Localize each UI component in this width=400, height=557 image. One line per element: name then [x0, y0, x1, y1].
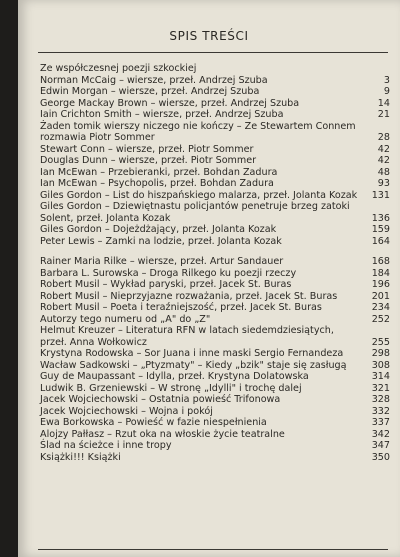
toc-entry — [40, 291, 390, 303]
page-number: 234 — [371, 302, 390, 313]
entry-text: Książki!!! Książki — [40, 451, 121, 463]
toc-entry — [40, 383, 390, 395]
entry-text: Jacek Wojciechowski – Ostatnia powieść Trifonowa — [40, 394, 281, 405]
toc-entry — [40, 360, 390, 372]
page-number: 48 — [377, 166, 390, 178]
entry-text: Ian McEwan – Psychopolis, przeł. Bohdan Zadura — [40, 178, 274, 189]
toc-entry — [40, 279, 390, 291]
page-number: 14 — [377, 97, 390, 109]
toc-entry — [40, 256, 390, 268]
toc-entry — [40, 394, 390, 406]
page-number: 28 — [377, 132, 390, 143]
table-of-contents — [40, 63, 390, 463]
entry-text: Robert Musil – Nieprzyjazne rozważania, przeł. Jacek St. Buras — [40, 290, 338, 302]
page-number: 255 — [371, 336, 390, 348]
toc-entry — [40, 314, 390, 326]
toc-entry — [40, 86, 390, 98]
page-number: 184 — [371, 267, 390, 279]
toc-entry — [40, 429, 390, 441]
page-title: SPIS TREŚCI — [169, 29, 249, 43]
toc-entry — [40, 348, 390, 360]
toc-entry — [40, 224, 390, 236]
page-number: 168 — [371, 256, 390, 267]
entry-text: Robert Musil – Wykład paryski, przeł. Jacek St. Buras — [40, 279, 292, 290]
page-number: 298 — [371, 348, 390, 359]
toc-entry — [40, 98, 390, 110]
page-number: 308 — [371, 359, 390, 371]
page-number: 196 — [371, 279, 390, 290]
entry-text: Ze współczesnej poezji szkockiej — [40, 63, 197, 74]
toc-entry — [40, 406, 390, 418]
page-number: 314 — [371, 371, 390, 382]
entry-text: Żaden tomik wierszy niczego nie kończy – Ze Stewartem Connem rozmawia Piotr Sommer — [40, 120, 356, 143]
toc-entry — [40, 75, 390, 87]
page-number: 93 — [377, 178, 390, 189]
page-number: 9 — [383, 86, 390, 97]
page-number: 342 — [371, 428, 390, 440]
toc-entry — [40, 201, 390, 224]
entry-text: Wacław Sadkowski – „Ptyzmaty" – Kiedy „bzik" staje się zasługą — [40, 359, 347, 371]
page-number: 332 — [371, 405, 390, 417]
entry-text: Norman McCaig – wiersze, przeł. Andrzej Szuba — [40, 74, 268, 86]
entry-text: Giles Gordon – Dojeżdżający, przeł. Jolanta Kozak — [40, 224, 277, 235]
entry-text: Jacek Wojciechowski – Wojna i pokój — [40, 405, 213, 417]
book-page — [18, 0, 400, 557]
page-number: 252 — [371, 313, 390, 325]
page-number: 321 — [371, 382, 390, 394]
entry-text: Robert Musil – Poeta i teraźniejszość, przeł. Jacek St. Buras — [40, 302, 322, 313]
entry-text: Ewa Borkowska – Powieść w fazie niespełnienia — [40, 417, 267, 428]
page-number: 350 — [371, 451, 390, 463]
toc-entry — [40, 417, 390, 429]
page-number: 136 — [371, 212, 390, 224]
entry-text: Helmut Kreuzer – Literatura RFN w latach siedemdziesiątych, przeł. Anna Wołkowicz — [40, 325, 334, 348]
entry-text: George Mackay Brown – wiersze, przeł. Andrzej Szuba — [40, 97, 300, 109]
entry-text: Peter Lewis – Zamki na lodzie, przeł. Jolanta Kozak — [40, 235, 282, 247]
page-number: 21 — [377, 109, 390, 120]
toc-entry — [40, 109, 390, 121]
entry-text: Iain Crichton Smith – wiersze, przeł. Andrzej Szuba — [40, 109, 284, 120]
toc-entry — [40, 325, 390, 348]
entry-text: Krystyna Rodowska – Sor Juana i inne maski Sergio Fernandeza — [40, 348, 344, 359]
toc-entry — [40, 190, 390, 202]
toc-entry — [40, 63, 390, 75]
page-number: 164 — [371, 235, 390, 247]
entry-text: Giles Gordon – List do hiszpańskiego malarza, przeł. Jolanta Kozak — [40, 189, 358, 201]
entry-text: Ian McEwan – Przebieranki, przeł. Bohdan Zadura — [40, 166, 278, 178]
toc-entry — [40, 167, 390, 179]
toc-entry — [40, 155, 390, 167]
entry-text: Giles Gordon – Dziewiętnastu policjantów penetruje brzeg zatoki Solent, przeł. Jolanta Kozak — [40, 201, 350, 224]
toc-entry — [40, 302, 390, 314]
toc-entry — [40, 178, 390, 190]
divider — [38, 549, 388, 550]
toc-entry — [40, 268, 390, 280]
entry-text: Rainer Maria Rilke – wiersze, przeł. Artur Sandauer — [40, 256, 284, 267]
page-number: 159 — [371, 224, 390, 235]
divider — [38, 52, 388, 53]
page-number: 42 — [377, 155, 390, 166]
entry-text: Ludwik B. Grzeniewski – W stronę „Idylli" i trochę dalej — [40, 382, 302, 394]
toc-entry — [40, 452, 390, 464]
page-number: 131 — [371, 189, 390, 201]
toc-entry — [40, 144, 390, 156]
toc-entry — [40, 371, 390, 383]
toc-entry — [40, 121, 390, 144]
entry-text: Guy de Maupassant – Idylla, przeł. Krystyna Dolatowska — [40, 371, 309, 382]
entry-text: Autorzy tego numeru od „A" do „Z" — [40, 313, 211, 325]
page-number: 3 — [383, 74, 390, 86]
page-number: 328 — [371, 394, 390, 405]
page-number: 42 — [377, 143, 390, 155]
entry-text: Alojzy Pałłasz – Rzut oka na włoskie życie teatralne — [40, 428, 285, 440]
entry-text: Stewart Conn – wiersze, przeł. Piotr Sommer — [40, 143, 254, 155]
toc-entry — [40, 440, 390, 452]
entry-text: Douglas Dunn – wiersze, przeł. Piotr Sommer — [40, 155, 257, 166]
page-number: 347 — [371, 440, 390, 451]
page-number: 201 — [371, 290, 390, 302]
page-number: 337 — [371, 417, 390, 428]
entry-text: Ślad na ścieżce i inne tropy — [40, 440, 172, 451]
entry-text: Barbara L. Surowska – Droga Rilkego ku poezji rzeczy — [40, 267, 297, 279]
entry-text: Edwin Morgan – wiersze, przeł. Andrzej Szuba — [40, 86, 260, 97]
toc-entry — [40, 236, 390, 248]
